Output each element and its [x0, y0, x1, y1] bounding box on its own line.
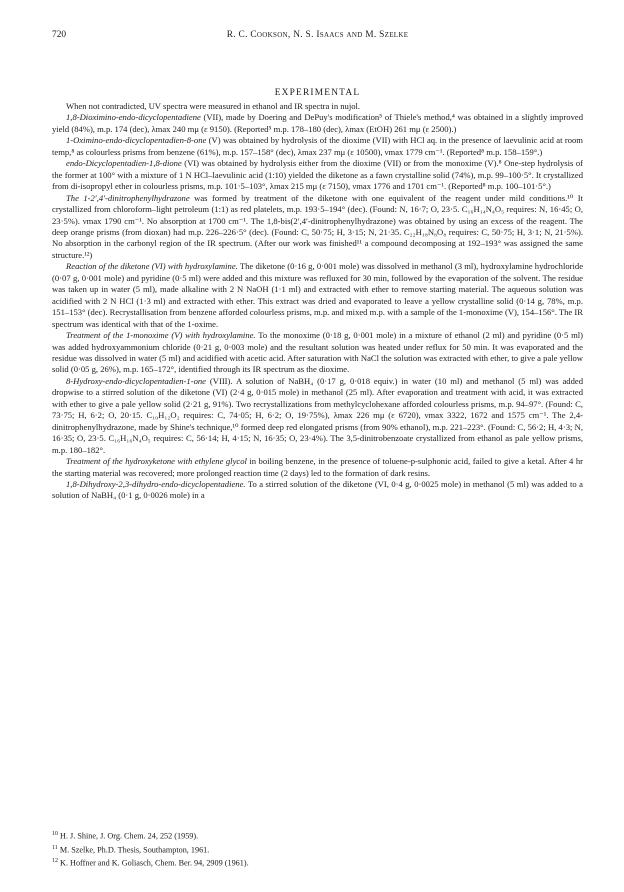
- paragraph: 1-Oximino-endo-dicyclopentadien-8-one (V) was obtained by hydrolysis of the dioxime (VII) with HCl aq. in the presence of laevulinic acid at room temp,⁸ as colourless prisms from benzene (61%), m.p. 157–158° (dec), λmax 237 mμ (ε 10500), νmax 1779 cm⁻¹. (Reported⁸ m.p. 158–159°.): [52, 135, 583, 157]
- page-number: 720: [52, 30, 67, 40]
- paragraph: Reaction of the diketone (VI) with hydroxylamine. The diketone (0·16 g, 0·001 mole) was dissolved in methanol (3 ml), hydroxylamine hydrochloride (0·07 g, 0·001 mole) and pyridine (0·5 ml) were added and this mixture was refluxed for 30 min, followed by the evaporation of the solvent. The residue was taken up in water (5 ml), made alkaline with 2 N NaOH (1·1 ml) and extracted with ether to remove starting material. The aqueous solution was acidified with 2 N HCl (1·3 ml) and extracted with ether. This extract was dried and evaporated to leave a yellow crystalline solid (0·14 g, 78%, m.p. 151–153° (dec). Recrystallisation from benzene afforded colourless prisms, m.p. and mixed m.p. with a sample of the 1-monoxime (V), 154–156°. The IR spectrum was identical with that of the 1-oxime.: [52, 261, 584, 329]
- footnote: $^{11}$ M. Szelke, Ph.D. Thesis, Southampton, 1961.: [52, 844, 210, 855]
- running-header: [52, 30, 583, 44]
- footnote: $^{12}$ K. Hoffner and K. Goliasch, Chem. Ber. 94, 2909 (1961).: [52, 858, 249, 868]
- paragraph: 1,8-Dihydroxy-2,3-dihydro-endo-dicyclopentadiene. To a stirred solution of the diketone (VI, 0·4 g, 0·0025 mole) in methanol (5 ml) was added to a solution of NaBH₄ (0·1 g, 0·0026 mole) in a: [52, 478, 583, 501]
- footnotes: [52, 829, 583, 870]
- paragraph: The 1-2′,4′-dinitrophenylhydrazone was formed by treatment of the diketone with one equivalent of the reagent under mild conditions.¹⁰ It crystallized from chloroform–light petroleum (1:1) as red platelets, m.p. 193·5–194° (dec). (Found: N, 16·7; O, 23·5. C₁₆H₁₄N₄O₅ requires: N, 16·45; O, 23·5%). νmax 1790 cm⁻¹. No absorption at 1700 cm⁻¹. The 1,8-bis(2′,4′-dinitrophenylhydrazone) was obtained by using an excess of the reagent. The deep orange prisms (from dioxan) had m.p. 226–226·5° (dec). (Found: C, 50·75; H, 3·15; N, 21·35. C₂₂H₁₈N₈O₈ requires: C, 50·75; H, 3·1; N, 21·5%). No absorption in the carbonyl region of the IR spectrum. (After our work was finished¹¹ a compound decomposing at 192–193° was assigned the same structure.¹²): [52, 192, 583, 260]
- paragraph: Treatment of the hydroxyketone with ethylene glycol in boiling benzene, in the presence of toluene-p-sulphonic acid, failed to give a ketal. After 4 hr the starting material was recovered; more prolonged reaction time (2 days) led to the formation of dark resins.: [52, 456, 583, 478]
- paragraph: endo-Dicyclopentadien-1,8-dione (VI) was obtained by hydrolysis either from the dioxime (VII) or from the monoxime (V).⁸ One-step hydrolysis of the former at 100° with a mixture of 1 N HCl–laevulinic acid (1:10) yielded the diketone as a fawn crystalline solid (74%), m.p. 99–100·5°. It crystallized from di-isopropyl ether in colourless prisms, m.p. 101·5–103°, λmax 215 mμ (ε 7150), νmax 1776 and 1701 cm⁻¹. (Reported⁸ m.p. 100–101·5°.): [52, 158, 583, 192]
- page: [52, 0, 583, 892]
- running-head-authors: R. C. Cookson, N. S. Isaacs and M. Szelke: [226, 30, 409, 40]
- footnote: $^{10}$ H. J. Shine, J. Org. Chem. 24, 252 (1959).: [52, 831, 199, 841]
- paragraph: 8-Hydroxy-endo-dicyclopentadien-1-one (VIII). A solution of NaBH₄ (0·17 g, 0·018 equiv.) in water (10 ml) and methanol (5 ml) was added dropwise to a stirred solution of the diketone (VI) (2·4 g, 0·015 mole) in methanol (25 ml). After evaporation and treatment with acid, it was extracted with ether to give a pale yellow solid (2·21 g, 91%). Two recrystallizations from methylcyclohexane afforded colourless prisms, m.p. 94–97°. (Found: C, 73·75; H, 6·2; O, 20·15. C₁₀H₁₂O₂ requires: C, 74·05; H, 6·2; O, 19·75%), λmax 226 mμ (ε 6720), νmax 3322, 1672 and 1575 cm⁻¹. The 2,4-dinitrophenylhydrazone, made by Shine's technique,¹⁰ formed deep red elongated prisms (from 90% ethanol), m.p. 221–223°. (Found: C, 56·2; H, 4·3; N, 16·35; O, 23·5. C₁₆H₁₆N₄O₅ requires: C, 56·14; H, 4·15; N, 16·35; O, 23·4%). The 3,5-dinitrobenzoate crystallized from ethanol as pale yellow prisms, m.p. 180–182°.: [52, 375, 583, 455]
- section-title: EXPERIMENTAL: [274, 88, 361, 98]
- paragraph: Treatment of the 1-monoxime (V) with hydroxylamine. To the monoxime (0·18 g, 0·001 mole) in a mixture of ethanol (2 ml) and pyridine (0·5 ml) was added hydroxyammonium chloride (0·21 g, 0·003 mole) and the resultant solution was heated under reflux for 50 min. It was evaporated and the residue was dissolved in water (5 ml) and acidified with acetic acid. After saturation with NaCl the solution was extracted with ether, to give a pale yellow solid (0·05 g, 26%), m.p. 165–172°, identified through its IR spectrum as the dioxime.: [52, 330, 584, 375]
- body-text: [52, 101, 583, 502]
- paragraph: 1,8-Dioximino-endo-dicyclopentadiene (VII), made by Doering and DePuy's modification⁵ of Thiele's method,⁴ was obtained in a slightly improved yield (84%), m.p. 174 (dec), λmax 240 mμ (ε 9150). (Reported⁵ m.p. 178–180 (dec), λmax (EtOH) 261 mμ (ε 2500).): [52, 112, 583, 134]
- paragraph: When not contradicted, UV spectra were measured in ethanol and IR spectra in nujol.: [66, 101, 361, 111]
